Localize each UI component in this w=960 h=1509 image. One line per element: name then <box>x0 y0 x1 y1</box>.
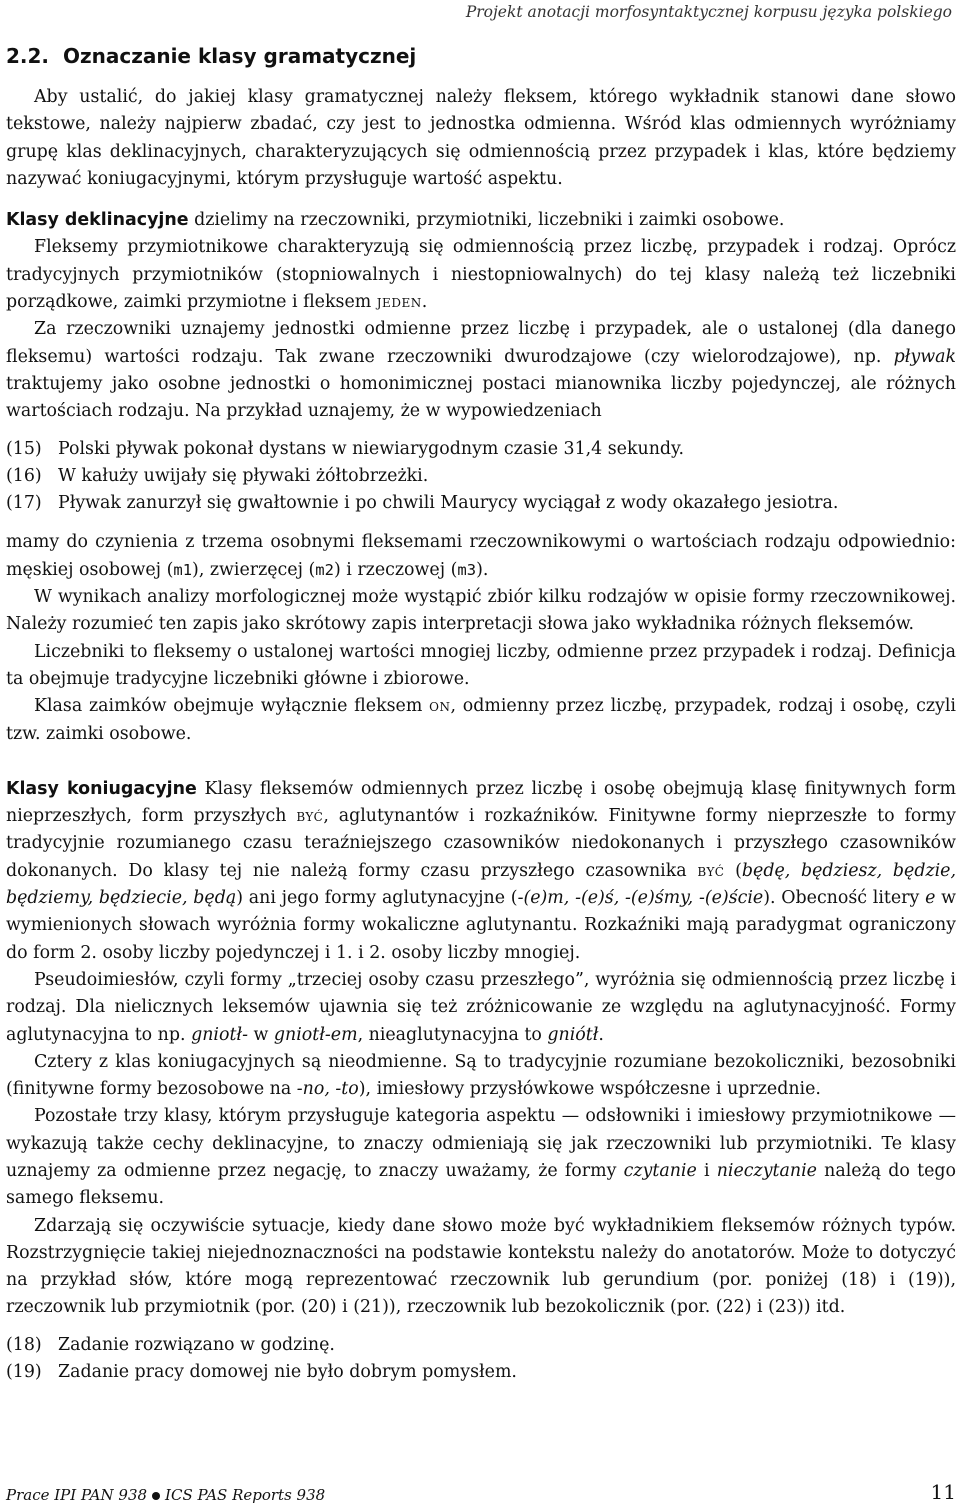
term-plywak: pływak <box>893 346 956 367</box>
section-title: Oznaczanie klasy gramatycznej <box>62 44 417 68</box>
decl-paragraph-2: Fleksemy przymiotnikowe charakteryzują się odmiennością przez liczbę, przypadek i rodzaj. Oprócz tradycyjnych przymiotników (stopniowalnych i niestopniowalnych) do tej klasy należą też liczebniki porządkowe, zaimki przymiotne i fleksem jeden. <box>6 237 956 313</box>
example-number: (18) <box>6 1334 42 1355</box>
tag-m1: m1 <box>173 560 193 579</box>
conj-run-in-heading: Klasy koniugacyjne <box>6 778 197 799</box>
conj-paragraph-2: Pseudoimiesłów, czyli formy „trzeciej osoby czasu przeszłego”, wyróżnia się odmiennością przez liczbę i rodzaj. Dla nielicznych leksemów ujawnia się też zróżnicowanie ze względu na aglutynacyjność. Formy aglutynacyjna to np. gniotł- w gniotł-em, nieaglutynacyjna to gniótł. <box>6 969 956 1045</box>
decl-paragraph-4: mamy do czynienia z trzema osobnymi fleksemami rzeczownikowymi o wartościach rodzaju odpowiednio: męskiej osobowej (m1), zwierzęcej (m2) i rzeczowej (m3). <box>6 532 956 580</box>
example-number: (16) <box>6 465 42 486</box>
conj-paragraph-1: Klasy koniugacyjne Klasy fleksemów odmiennych przez liczbę i osobę obejmują klasę finitywnych form nieprzeszłych, form przyszłych być, aglutynantów i rozkaźników. Finitywne formy nieprzeszłe to formy tradycyjnie rozumianego czasu teraźniejszego czasowników niedokonanych i przyszłego czasowników dokonanych. Do klasy tej nie należą formy czasu przyszłego czasownika być (będę, będziesz, będzie, będziemy, będziecie, będą) ani jego formy aglutynacyjne (-(e)m, -(e)ś, -(e)śmy, -(e)ście). Obecność litery e w wymienionych słowach wyróżnia formy wokaliczne aglutynantu. Rozkaźniki mają paradygmat ograniczony do form 2. osoby liczby pojedynczej i 1. i 2. osoby liczby mnogiej. <box>6 778 957 963</box>
example-item <box>6 436 956 463</box>
footer-series-en: ICS PAS Reports 938 <box>165 1486 326 1504</box>
example-item <box>6 1359 956 1386</box>
intro-paragraph: Aby ustalić, do jakiej klasy gramatycznej należy fleksem, którego wykładnik stanowi dane słowo tekstowe, należy najpierw zbadać, czy jest to jednostka odmienna. Wśród klas odmiennych wyróżniamy grupę klas deklinacyjnych, charakteryzujących się odmiennością przez przypadek i klas, które będziemy nazywać koniugacyjnymi, którym przysługuje wartość aspektu. <box>6 87 956 189</box>
footer-series-pl: Prace IPI PAN 938 <box>6 1486 148 1504</box>
body-text <box>6 84 956 1398</box>
running-header: Projekt anotacji morfosyntaktycznej korpusu języka polskiego <box>465 3 952 21</box>
example-text: W kałuży uwijały się pływaki żółtobrzeżki. <box>58 465 429 486</box>
decl-paragraph-6: Liczebniki to fleksemy o ustalonej wartości mnogiej liczby, odmienne przez przypadek i rodzaj. Definicja ta obejmuje tradycyjne liczebniki główne i zbiorowe. <box>6 641 956 689</box>
conj-paragraph-4: Pozostałe trzy klasy, którym przysługuje kategoria aspektu — odsłowniki i imiesłowy przymiotnikowe — wykazują także cechy deklinacyjne, to znaczy odmieniają się jak rzeczowniki lub przymiotniki. Te klasy uznajemy za odmienne przez negację, to znaczy uważamy, że formy czytanie i nieczytanie należą do tego samego fleksemu. <box>6 1106 956 1209</box>
example-text: Zadanie rozwiązano w godzinę. <box>58 1334 335 1355</box>
example-item <box>6 1332 956 1359</box>
section-heading <box>6 44 416 68</box>
example-item <box>6 490 956 517</box>
lexeme-on: on <box>429 696 451 717</box>
examples-18-19 <box>6 1332 956 1387</box>
example-text: Zadanie pracy domowej nie było dobrym pomysłem. <box>58 1362 517 1383</box>
tag-m2: m2 <box>315 560 334 579</box>
conj-paragraph-5: Zdarzają się oczywiście sytuacje, kiedy dane słowo może być wykładnikiem fleksemów różnych typów. Rozstrzygnięcie takiej niejednoznaczności na podstawie kontekstu należy do anotatorów. Może to dotyczyć na przykład słów, które mogą reprezentować rzeczownik lub gerundium (por. poniżej (18) i (19)), rzeczownik lub przymiotnik (por. (20) i (21)), rzeczownik lub bezokolicznik (por. (22) i (23)) itd. <box>6 1215 956 1318</box>
decl-paragraph-1: Klasy deklinacyjne dzielimy na rzeczowniki, przymiotniki, liczebniki i zaimki osobowe. <box>6 210 785 231</box>
example-item <box>6 463 956 490</box>
page-footer <box>6 1480 956 1504</box>
decl-paragraph-5: W wynikach analizy morfologicznej może wystąpić zbiór kilku rodzajów w opisie formy rzeczownikowej. Należy rozumieć ten zapis jako skrótowy zapis interpretacji słowa jako wykładnika różnych fleksemów. <box>6 587 956 635</box>
example-number: (17) <box>6 493 42 514</box>
example-text: Polski pływak pokonał dystans w niewiarygodnym czasie 31,4 sekundy. <box>58 438 685 459</box>
section-number: 2.2. <box>6 44 50 68</box>
example-number: (15) <box>6 438 42 459</box>
example-text: Pływak zanurzył się gwałtownie i po chwili Maurycy wyciągał z wody okazałego jesiotra. <box>58 493 839 514</box>
page-number: 11 <box>930 1480 956 1504</box>
bullet-icon <box>152 1492 160 1500</box>
decl-run-in-heading: Klasy deklinacyjne <box>6 210 189 231</box>
tag-m3: m3 <box>457 560 477 579</box>
lexeme-byc: być <box>296 806 324 827</box>
example-number: (19) <box>6 1362 42 1383</box>
conj-paragraph-3: Cztery z klas koniugacyjnych są nieodmienne. Są to tradycyjnie rozumiane bezokoliczniki, bezosobniki (finitywne formy bezosobowe na -no, -to), imiesłowy przysłówkowe współczesne i uprzednie. <box>6 1051 956 1100</box>
lexeme-byc: być <box>697 860 725 881</box>
lexeme-jeden: jeden <box>376 292 422 313</box>
decl-paragraph-3: Za rzeczowniki uznajemy jednostki odmienne przez liczbę i przypadek, ale o ustalonej (dla danego fleksemu) wartości rodzaju. Tak zwane rzeczowniki dwurodzajowe (czy wielorodzajowe), np. pływak traktujemy jako osobne jednostki o homonimicznej postaci mianownika liczby pojedynczej, ale różnych wartościach rodzaju. Na przykład uznajemy, że w wypowiedzeniach <box>6 319 956 422</box>
decl-paragraph-7: Klasa zaimków obejmuje wyłącznie fleksem on, odmienny przez liczbę, przypadek, rodzaj i osobę, czyli tzw. zaimki osobowe. <box>6 696 956 744</box>
examples-15-17 <box>6 436 956 518</box>
